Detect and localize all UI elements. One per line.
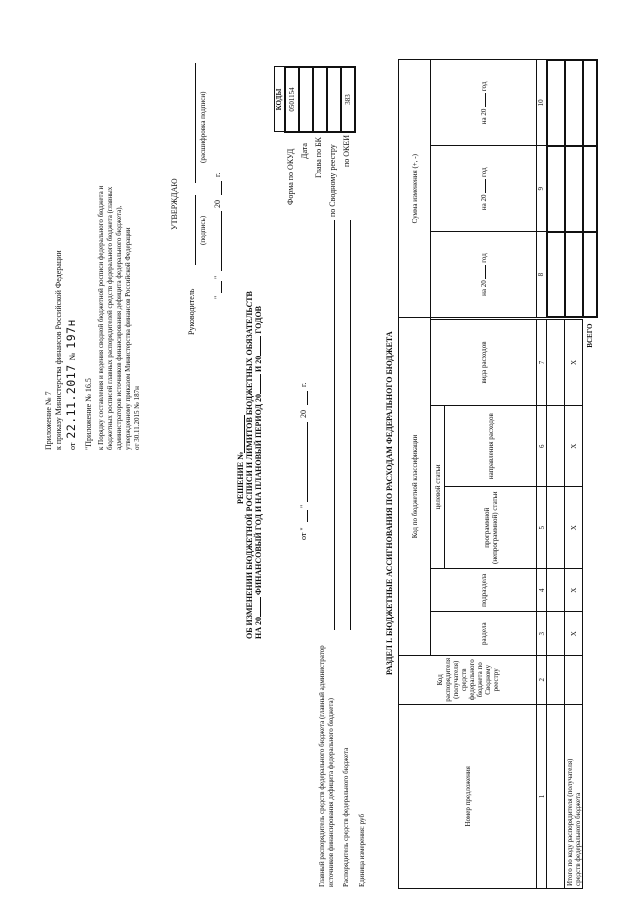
year-1-prefix: на 20 (479, 280, 488, 296)
col-subsection-header: подраздела (431, 569, 537, 612)
order-date-line (62, 319, 80, 450)
col-target-header: целевой статьи (431, 405, 445, 568)
subtitle-year-a: НА 20 (254, 617, 263, 639)
col-code-header: Код распорядителя (получателя) средств федерального бюджета по Сводному реестру (399, 655, 537, 704)
col-num-4: 4 (537, 569, 547, 612)
subtitle-year-c: И 20 (254, 355, 263, 372)
codes-header: КОДЫ (275, 67, 285, 132)
manager-line (350, 220, 351, 630)
approval-title: УТВЕРЖДАЮ (170, 178, 179, 230)
main-manager-label-2: источников финансирования дефицита федерального бюджета) (327, 698, 335, 887)
mark-x: X (565, 612, 583, 655)
code-okud-label: Форма по ОКУД (286, 148, 295, 205)
code-okei-label: по ОКЕИ (342, 134, 351, 167)
total-by-code-year-1[interactable] (565, 232, 583, 318)
approval-day-line (221, 281, 222, 293)
cell-code[interactable] (547, 655, 565, 704)
approval-date-open: " (213, 295, 222, 299)
mark-x: X (565, 569, 583, 612)
cell-year-3[interactable] (547, 60, 565, 146)
year-1-suffix: год (479, 253, 488, 263)
signature-caption: (подпись) (199, 215, 207, 245)
total-by-code-year-3[interactable] (565, 60, 583, 146)
approval-month-line (221, 211, 222, 271)
year-3-prefix: на 20 (479, 108, 488, 125)
cell-direction[interactable] (547, 405, 565, 487)
col-num-5: 5 (537, 487, 547, 569)
order-number: 197н (64, 319, 78, 349)
grand-total-year-1[interactable] (583, 232, 597, 318)
subtitle-period: ФИНАНСОВЫЙ ГОД И НА ПЛАНОВЫЙ ПЕРИОД 20 (254, 394, 263, 595)
col-num-1: 1 (537, 704, 547, 888)
decision-date-from: от " (299, 527, 308, 540)
col-num-8: 8 (537, 232, 547, 318)
grand-total-row (583, 60, 597, 889)
mark-x: X (565, 405, 583, 487)
codes-table (274, 66, 356, 133)
grand-total-year-3[interactable] (583, 60, 597, 146)
total-by-code-year-2[interactable] (565, 146, 583, 232)
year-2-prefix: на 20 (479, 194, 488, 211)
grand-total-year-2[interactable] (583, 146, 597, 232)
main-manager-line (334, 220, 335, 630)
code-registry-label: по Сводному реестру (328, 144, 337, 217)
col-sum-header: Сумма изменения (+, -) (399, 60, 431, 317)
signature-line (195, 195, 196, 265)
code-okud: 0501154 (285, 67, 299, 132)
approval-date-close: " (213, 275, 222, 279)
code-date-label: Дата (300, 143, 309, 159)
mark-x: X (565, 487, 583, 569)
section-title: РАЗДЕЛ I. БЮДЖЕТНЫЕ АССИГНОВАНИЯ ПО РАСХОДАМ ФЕДЕРАЛЬНОГО БЮДЖЕТА (385, 331, 394, 675)
col-year-2-header (431, 146, 537, 232)
appropriations-table (398, 59, 598, 889)
note-line-4: утвержденному приказом Министерства финансов Российской Федерации (124, 227, 132, 450)
decision-subtitle-1: ОБ ИЗМЕНЕНИИ БЮДЖЕТНОЙ РОСПИСИ И ЛИМИТОВ БЮДЖЕТНЫХ ОБЯЗАТЕЛЬСТВ (245, 291, 254, 639)
decision-month-line (307, 422, 308, 502)
approval-head-label: Руководитель (187, 288, 196, 335)
col-program-header: программной (непрограммной) статьи (445, 487, 537, 569)
cell-year-2[interactable] (547, 146, 565, 232)
grand-total-label: ВСЕГО (585, 323, 594, 348)
code-registry (327, 67, 341, 132)
decision-year-prefix: 20 (299, 410, 308, 418)
decision-day-line (307, 510, 308, 522)
order-date: 22.11.2017 (64, 364, 78, 439)
mark-x: X (565, 320, 583, 406)
col-num-6: 6 (537, 405, 547, 487)
col-direction-header: направления расходов (445, 405, 537, 487)
cell-section[interactable] (547, 612, 565, 655)
approval-year-line (221, 181, 222, 195)
note-line-1: к Порядку составления и ведения сводной бюджетной росписи федерального бюджета и (97, 185, 105, 450)
manager-label: Распорядитель средств федерального бюджета (342, 747, 350, 887)
subtitle-year-c-line (260, 336, 261, 356)
subtitle-year-b-line (260, 374, 261, 394)
note-appendix: "Приложение № 16.5 (84, 378, 93, 450)
note-line-5: от 30.11.2015 № 187н (133, 386, 141, 450)
year-2-suffix: год (479, 167, 488, 177)
code-date (299, 67, 313, 132)
decision-year-line (307, 391, 308, 405)
approval-year-suffix: г. (213, 172, 222, 177)
col-number-header: Номер предложения (399, 704, 537, 888)
col-bk-header: Код по бюджетной классификации (399, 317, 431, 655)
total-by-code-label: Итого по коду распорядителя (получателя) средств федерального бюджета (565, 704, 583, 888)
decision-subtitle-2 (254, 306, 263, 639)
col-section-header: раздела (431, 612, 537, 655)
note-line-2: бюджетных росписей главных распорядителей средств федерального бюджета (главных (106, 186, 114, 450)
col-num-10: 10 (537, 60, 547, 146)
appendix-line: Приложение № 7 (44, 391, 53, 450)
decision-title: РЕШЕНИЕ № (236, 451, 245, 504)
col-num-3: 3 (537, 612, 547, 655)
code-okei: 383 (341, 67, 355, 132)
approval-year-prefix: 20 (213, 200, 222, 208)
cell-subsection[interactable] (547, 569, 565, 612)
col-num-2: 2 (537, 655, 547, 704)
note-line-3: администраторов источников финансирования дефицита федерального бюджета), (115, 205, 123, 450)
cell-program[interactable] (547, 487, 565, 569)
cell-kind[interactable] (547, 320, 565, 406)
order-line: к приказу Министерства финансов Российской Федерации (54, 250, 63, 450)
code-bk-label: Глава по БК (314, 137, 323, 178)
cell-number[interactable] (547, 704, 565, 888)
cell-year-1[interactable] (547, 232, 565, 318)
decoding-caption: (расшифровка подписи) (199, 91, 207, 163)
col-kind-header: вида расходов (431, 320, 537, 406)
col-year-3-header (431, 60, 537, 146)
decision-year-suffix: г. (299, 382, 308, 387)
total-by-code-row (565, 60, 583, 889)
subtitle-year-a-line (260, 597, 261, 617)
col-year-1-header (431, 232, 537, 318)
col-num-9: 9 (537, 146, 547, 232)
year-3-suffix: год (479, 81, 488, 92)
order-number-prefix: № (68, 352, 77, 361)
decoding-line (195, 63, 196, 183)
decision-date-mid: " (299, 504, 308, 508)
code-bk (313, 67, 327, 132)
table-row (547, 60, 565, 889)
unit-label: Единица измерения: руб (358, 813, 366, 887)
subtitle-years-word: ГОДОВ (254, 305, 263, 334)
order-date-prefix: от (68, 442, 77, 450)
col-num-7: 7 (537, 320, 547, 406)
main-manager-label-1: Главный распорядитель средств федерального бюджета (главный администратор (318, 645, 326, 887)
